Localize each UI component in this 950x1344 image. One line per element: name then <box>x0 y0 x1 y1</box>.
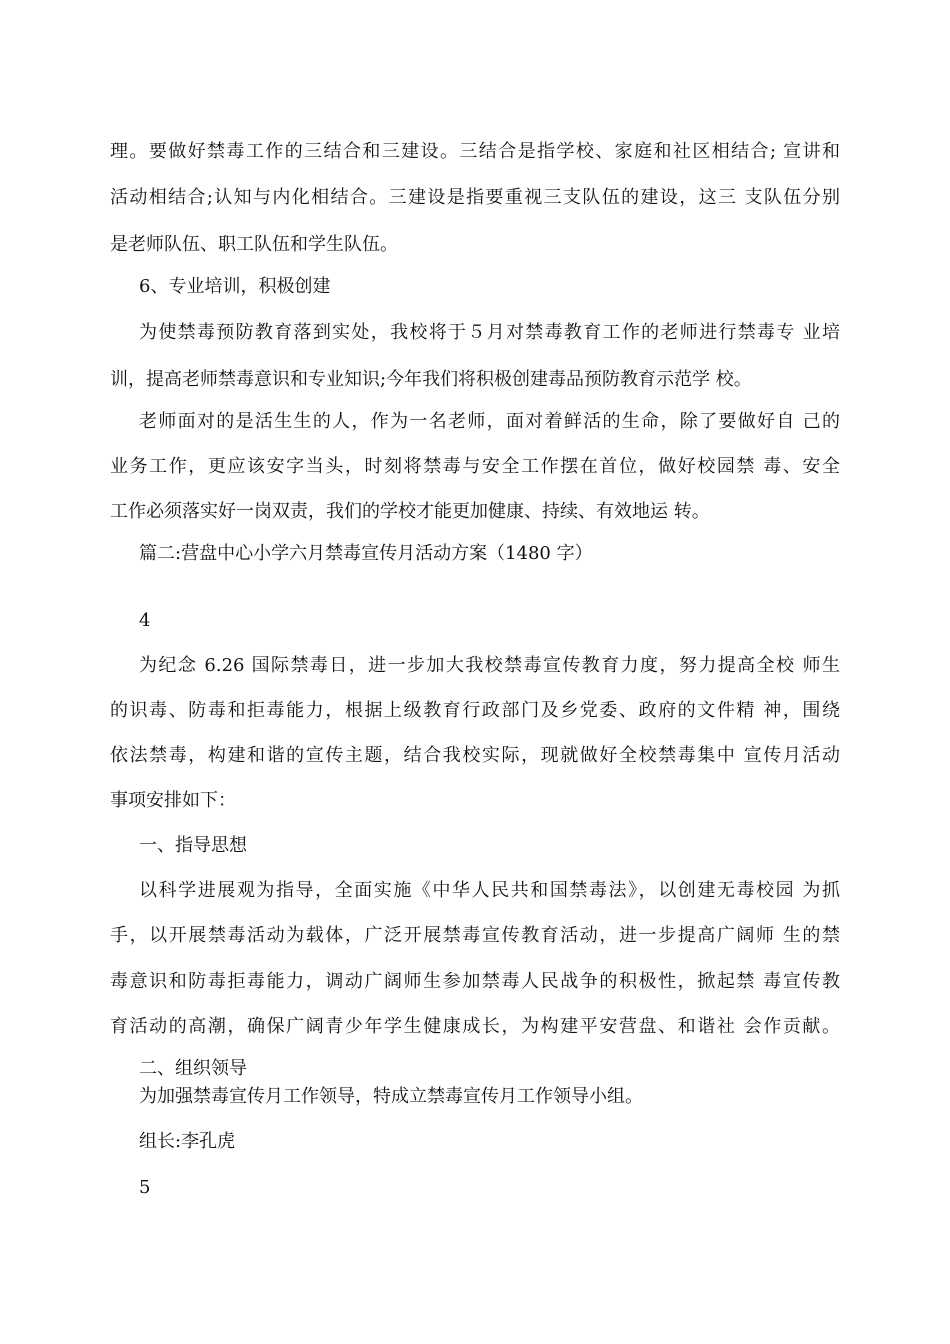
section-heading: 二、组织领导 <box>139 1058 247 1079</box>
paragraph-line: 以科学进展观为指导，全面实施《中华人民共和国禁毒法》，以创建无毒校园 为抓 <box>139 880 840 901</box>
article-title: 篇二:营盘中心小学六月禁毒宣传月活动方案（1480 字） <box>139 543 593 564</box>
paragraph-line: 老师面对的是活生生的人，作为一名老师，面对着鲜活的生命，除了要做好自 己的 <box>139 411 840 432</box>
paragraph-line: 事项安排如下： <box>110 790 236 811</box>
paragraph-line: 为使禁毒预防教育落到实处，我校将于５月对禁毒教育工作的老师进行禁毒专 业培 <box>139 322 840 343</box>
paragraph-line: 训，提高老师禁毒意识和专业知识;今年我们将积极创建毒品预防教育示范学 校。 <box>110 369 752 390</box>
page-number: 4 <box>139 610 151 631</box>
paragraph-line: 工作必须落实好一岗双责，我们的学校才能更加健康、持续、有效地运 转。 <box>110 501 710 522</box>
paragraph-line: 的识毒、防毒和拒毒能力，根据上级教育行政部门及乡党委、政府的文件精 神，围绕 <box>110 700 840 721</box>
paragraph-line: 育活动的高潮，确保广阔青少年学生健康成长，为构建平安营盘、和谐社 会作贡献。 <box>110 1016 840 1037</box>
paragraph-line: 业务工作，更应该安字当头，时刻将禁毒与安全工作摆在首位，做好校园禁 毒、安全 <box>110 456 840 477</box>
section-heading: 一、指导思想 <box>139 835 247 856</box>
paragraph-line: 为加强禁毒宣传月工作领导，特成立禁毒宣传月工作领导小组。 <box>139 1086 643 1107</box>
section-heading: 6、专业培训，积极创建 <box>139 276 331 297</box>
paragraph-line: 依法禁毒，构建和谐的宣传主题，结合我校实际，现就做好全校禁毒集中 宣传月活动 <box>110 745 840 766</box>
paragraph-line: 活动相结合;认知与内化相结合。三建设是指要重视三支队伍的建设，这三 支队伍分别 <box>110 187 840 208</box>
paragraph-line: 手，以开展禁毒活动为载体，广泛开展禁毒宣传教育活动，进一步提高广阔师 生的禁 <box>110 925 840 946</box>
paragraph-line: 是老师队伍、职工队伍和学生队伍。 <box>110 234 398 255</box>
paragraph-line: 理。要做好禁毒工作的三结合和三建设。三结合是指学校、家庭和社区相结合; 宣讲和 <box>110 141 840 162</box>
leader-line: 组长:李孔虎 <box>139 1131 236 1152</box>
page-number: 5 <box>139 1177 151 1198</box>
paragraph-line: 为纪念 6.26 国际禁毒日，进一步加大我校禁毒宣传教育力度，努力提高全校 师生 <box>139 655 840 676</box>
paragraph-line: 毒意识和防毒拒毒能力，调动广阔师生参加禁毒人民战争的积极性，掀起禁 毒宣传教 <box>110 971 840 992</box>
